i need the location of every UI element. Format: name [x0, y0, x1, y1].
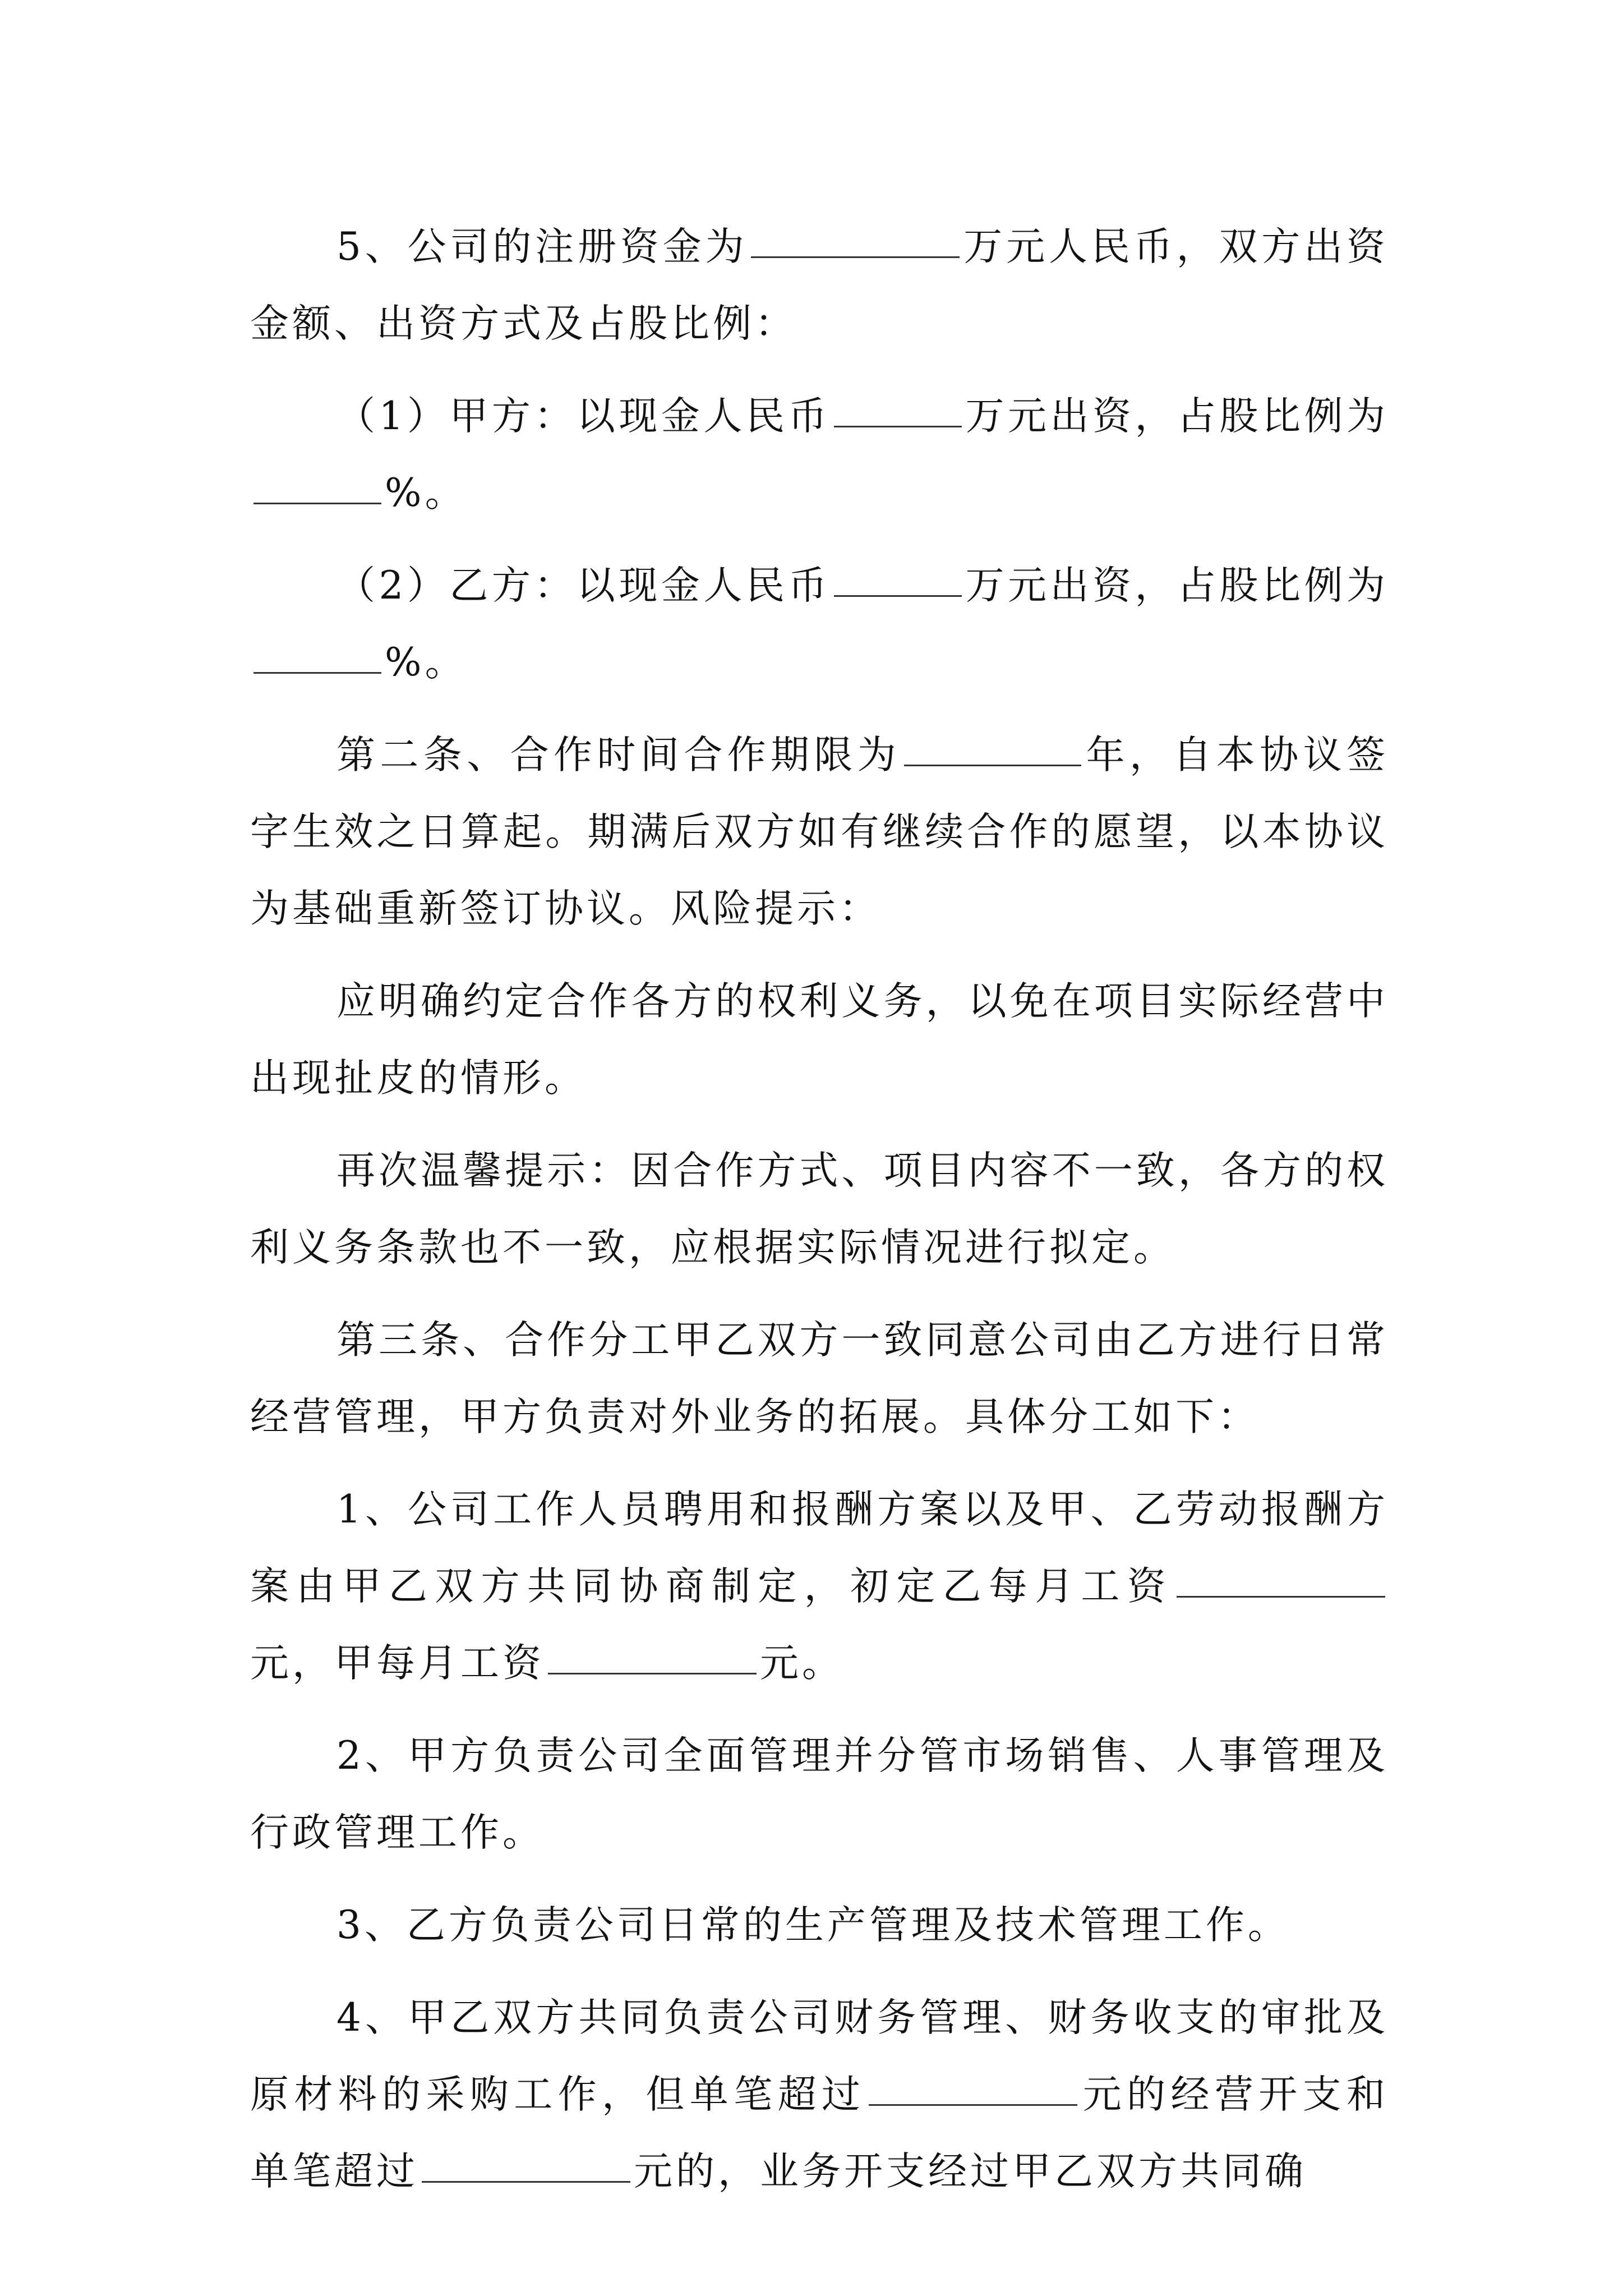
text-segment: 4、甲乙双方共同负责公司财务管理、财务收支的审批及原材料的采购工作，但单笔超过 — [250, 1995, 1389, 2117]
fill-blank — [904, 764, 1081, 766]
fill-blank — [834, 425, 962, 427]
text-segment: 万元出资，占股比例为 — [965, 394, 1389, 439]
text-segment: %。 — [385, 471, 467, 516]
fill-blank — [253, 671, 381, 674]
text-segment: 万元人民币，双方出资金额、出资方式及占股比例： — [250, 224, 1389, 346]
text-segment: %。 — [385, 640, 467, 685]
paragraph-party-a-contribution — [250, 378, 1389, 532]
paragraph-article-2-cooperation-term — [250, 717, 1389, 947]
fill-blank — [1177, 1595, 1385, 1598]
paragraph-staff-salary — [250, 1471, 1389, 1702]
text-segment: 应明确约定合作各方的权利义务，以免在项目实际经营中出现扯皮的情形。 — [250, 979, 1389, 1101]
text-segment: （2）乙方：以现金人民币 — [336, 563, 831, 608]
paragraph-joint-finance — [250, 1980, 1389, 2210]
text-segment: 元的，业务开支经过甲乙双方共同确 — [634, 2149, 1307, 2194]
fill-blank — [548, 1672, 757, 1674]
paragraph-party-b-duties — [250, 1887, 1389, 1964]
paragraph-party-b-contribution — [250, 547, 1389, 701]
text-segment: 第二条、合作时间合作期限为 — [336, 733, 901, 777]
text-segment: 元。 — [760, 1641, 844, 1686]
document-page — [250, 209, 1389, 2226]
text-segment: 第三条、合作分工甲乙双方一致同意公司由乙方进行日常经营管理，甲方负责对外业务的拓展。具体分工如下： — [250, 1318, 1389, 1439]
text-segment: 2、甲方负责公司全面管理并分管市场销售、人事管理及行政管理工作。 — [250, 1733, 1389, 1855]
fill-blank — [751, 256, 960, 258]
paragraph-article-3-division-of-work — [250, 1302, 1389, 1456]
text-segment: 万元出资，占股比例为 — [965, 563, 1389, 608]
text-segment: 元的经营开支和单笔超过 — [250, 2072, 1389, 2194]
fill-blank — [422, 2180, 630, 2183]
text-segment: 元，甲每月工资 — [250, 1641, 545, 1686]
paragraph-reminder — [250, 1133, 1389, 1286]
fill-blank — [253, 502, 381, 504]
text-segment: （1）甲方：以现金人民币 — [336, 394, 831, 439]
text-segment: 5、公司的注册资金为 — [336, 224, 748, 269]
paragraph-registered-capital — [250, 209, 1389, 362]
paragraph-risk-notice — [250, 963, 1389, 1117]
fill-blank — [834, 595, 962, 597]
text-segment: 年，自本协议签字生效之日算起。期满后双方如有继续合作的愿望，以本协议为基础重新签订协议。风险提示： — [250, 733, 1389, 931]
text-segment: 1、公司工作人员聘用和报酬方案以及甲、乙劳动报酬方案由甲乙双方共同协商制定，初定乙每月工资 — [250, 1487, 1389, 1609]
fill-blank — [869, 2104, 1077, 2106]
text-segment: 3、乙方负责公司日常的生产管理及技术管理工作。 — [336, 1903, 1290, 1948]
text-segment: 再次温馨提示：因合作方式、项目内容不一致，各方的权利义务条款也不一致，应根据实际情况进行拟定。 — [250, 1148, 1389, 1270]
paragraph-party-a-duties — [250, 1718, 1389, 1871]
